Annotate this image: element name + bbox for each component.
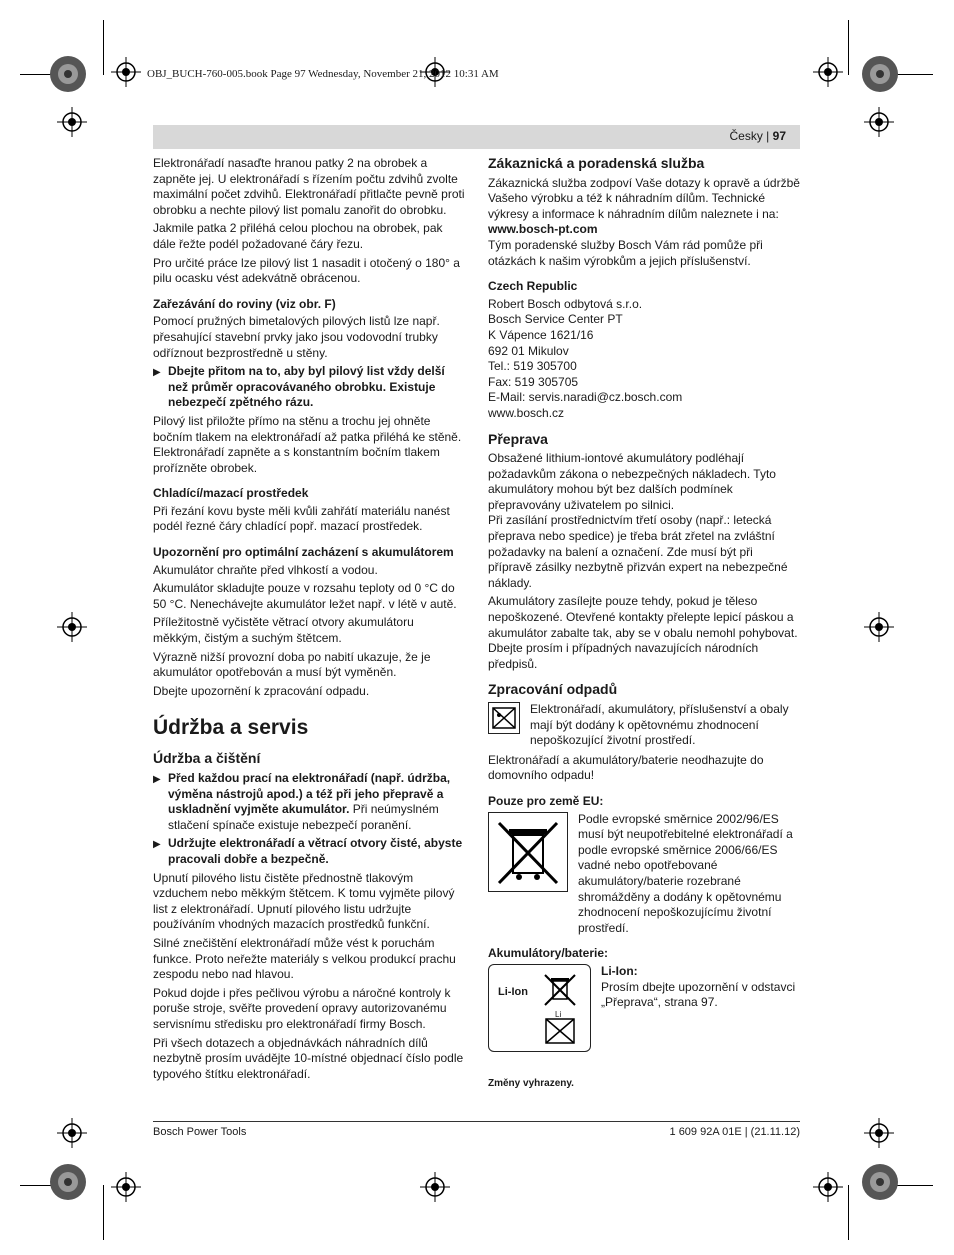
paragraph: Akumulátory zasílejte pouze tehdy, pokud je těleso nepoškozené. Otevřené kontakty přelepte lepicí páskou a akumulátor zabalte tak, aby se v obalu nemohl pohybovat. [488,594,798,640]
changes-note: Změny vyhrazeny. [488,1077,574,1089]
bullet-triangle-icon: ▶ [153,774,161,785]
subsection-heading: Zpracování odpadů [488,681,618,698]
page-number: 97 [772,129,786,143]
crosshair-icon [864,107,894,137]
warning-bullet [153,364,465,411]
header-separator: | [762,129,773,143]
website-link[interactable]: www.bosch-pt.com [488,222,598,237]
bullet-triangle-icon: ▶ [153,839,161,851]
paragraph: Pro určité práce lze pilový list 1 nasadit i otočený o 180° a pilu ocasku vést adekvátně obrácenou. [153,255,460,286]
paragraph: Akumulátor chraňte před vlhkostí a vodou. [153,562,378,577]
paragraph: Elektronářadí nasaďte hranou patky 2 na obrobek a zapněte jej. U elektronářadí s řízením počtu zdvihů zvolte maximální počet zdvihů. Elektronářadí přitlačte pevně proti obrobku a nechte pilový list pomalu zanořit do obrobku. [153,156,465,217]
subsection-heading: Přeprava [488,430,548,447]
crosshair-icon [864,1118,894,1148]
registration-target-icon [858,52,902,96]
address-line: K Vápence 1621/16 [488,327,594,342]
email-link[interactable]: E-Mail: servis.naradi@cz.bosch.com [488,390,683,405]
paragraph: Upnutí pilového listu čistěte přednostně tlakovým vzduchem nebo měkkým štětcem. K tomu vyjměte pilový list z elektronářadí. Upnutí pilového listu udržujte používáním vhodných mazacích prostředků funkční. [153,870,455,932]
subsection-heading: Zákaznická a poradenská služba [488,155,705,171]
address-line: Fax: 519 305705 [488,374,579,389]
battery-text [601,964,800,1052]
paragraph: Pilový list přiložte přímo na stěnu a trochu jej ohněte bočním tlakem na elektronářadí až patka přiléhá ke stěně. Elektronářadí zapněte a s konstantním bočním tlakem prořízněte obrobek. [153,413,462,475]
address-line: 692 01 Mikulov [488,343,569,358]
crosshair-icon [813,1172,843,1202]
paragraph: Podle evropské směrnice 2002/96/ES musí být neupotřebitelné elektronářadí a podle evropské směrnice 2006/66/ES vadné nebo opotřebované akumulátory/baterie rozebrané shromážděny a dodány k opětovnému zhodnocení nepoškozujícímu životní prostředí. [578,811,793,935]
paragraph: Obsažené lithium-iontové akumulátory podléhají požadavkům zákona o nebezpečných nákladech. Tyto akumulátory mohou být bez dalších podmínek přepravovány uživatelem po silnici. [488,451,776,512]
warning-bullet [153,771,465,833]
paragraph: Dbejte upozornění k zpracování odpadu. [153,683,370,698]
registration-target-icon [46,52,90,96]
paragraph: Zákaznická služba zodpoví Vaše dotazy k opravě a údržbě Vašeho výrobku a též k náhradním dílům. Technické výkresy a informace k náhradním dílům naleznete i na: [488,175,800,221]
bullet-text: Udržujte elektronářadí a větrací otvory čisté, abyste pracovali dobře a bezpečně. [168,836,463,866]
bullet-text [168,771,465,833]
address-line: Bosch Service Center PT [488,312,623,327]
footer-doc-number: 1 609 92A 01E | (21.11.12) [669,1126,800,1138]
subsection-heading: Údržba a čištění [153,750,261,767]
address-line: Robert Bosch odbytová s.r.o. [488,296,643,311]
subheading: Zařezávání do roviny (viz obr. F) [153,296,336,311]
crosshair-icon [57,612,87,642]
bullet-bold-text: Před každou prací na elektronářadí (např. údržba, výměna nástrojů apod.) a též při jeho přepravě a uskladnění vyjměte akumulátor. [168,771,451,817]
paragraph: Pokud dojde i přes pečlivou výrobu a náročné kontroly k poruše stroje, svěřte provedení opravy autorizovanému servisnímu středisku pro elektronářadí firmy Bosch. [153,985,451,1031]
li-label: Li [555,1009,562,1019]
crossed-out-bin-small-icon [541,971,579,1007]
registration-target-icon [858,1160,902,1204]
subheading: Chladící/mazací prostředek [153,486,309,501]
paragraph: Elektronářadí a akumulátory/baterie neodhazujte do domovního odpadu! [488,752,764,783]
paragraph: Příležitostně vyčistěte větrací otvory akumulátoru měkkým, čistým a suchým štětcem. [153,615,414,646]
paragraph: Dbejte prosím i případných navazujících národních předpisů. [488,641,759,671]
paragraph: Při zasílání prostřednictvím třetí osoby (např.: letecká přeprava nebo spedice) je třeba brát zřetel na zvláštní požadavky na balení a označení. Zde musí být při přípravě zásilky nezbytně přizván expert na nebezpečné náklady. [488,513,788,590]
registration-target-icon [46,1160,90,1204]
crosshair-icon [864,612,894,642]
battery-row [488,964,800,1052]
bullet-triangle-icon: ▶ [153,367,161,379]
right-column [488,156,800,1092]
paragraph: Při řezání kovu byste měli kvůli zahřátí materiálu nanést podél řezné čáry chladící popř. mazací prostředek. [153,503,450,534]
battery-symbol-box [488,964,591,1052]
address-line: Tel.: 519 305700 [488,359,577,374]
paragraph: Výrazně nižší provozní doba po nabití ukazuje, že je akumulátor opotřebován a musí být vyměněn. [153,649,431,680]
crop-mark [103,20,104,75]
crosshair-icon [57,1118,87,1148]
country-heading: Czech Republic [488,279,578,294]
paragraph: Silné znečištění elektronářadí může vést k poruchám funkce. Proto neřežte materiály s velkou produkcí prachu zespodu nebo nad hlavou. [153,935,456,982]
paragraph: Prosím dbejte upozornění v odstavci „Přeprava“, strana 97. [601,979,796,1010]
crosshair-icon [813,57,843,87]
left-column [153,156,465,1085]
paragraph: Akumulátor skladujte pouze v rozsahu teploty od 0 °C do 50 °C. Nenechávejte akumulátor ležet např. v létě v autě. [153,581,457,611]
warning-bullet [153,836,465,867]
paragraph: Jakmile patka 2 přiléhá celou plochou na obrobek, pak dále řežte podél požadované čáry řezu. [153,221,443,251]
crosshair-icon [111,57,141,87]
page-header [153,125,800,149]
crosshair-icon [57,107,87,137]
bullet-plain-text: Při neúmyslném stlačení spínače existuje nebezpečí poranění. [168,802,439,832]
crop-mark [848,1185,849,1240]
section-heading: Údržba a servis [153,716,309,740]
website-link[interactable]: www.bosch.cz [488,405,565,420]
print-info-line: OBJ_BUCH-760-005.book Page 97 Wednesday, November 21, 2012 10:31 AM [147,68,499,80]
li-ion-heading: Li-Ion: [601,963,638,978]
crop-mark [848,20,849,75]
crosshair-icon [420,1172,450,1202]
paragraph: Při všech dotazech a objednávkách náhradních dílů nezbytně prosím uvádějte 10-místné objednací číslo podle typového štítku elektronářadí. [153,1035,464,1081]
subheading: Upozornění pro optimální zacházení s akumulátorem [153,545,454,560]
paragraph: Elektronářadí, akumulátory, příslušenství a obaly mají být dodány k opětovnému zhodnocení nepoškozující životní prostředí. [530,702,789,748]
header-page-label [730,129,787,143]
li-ion-label: Li-Ion [498,985,528,998]
weee-row [488,812,800,937]
disposal-row [488,702,800,749]
header-language: Česky [729,129,763,143]
crop-mark [103,1185,104,1240]
footer-brand: Bosch Power Tools [153,1126,247,1138]
recycling-battery-icon [544,1017,576,1045]
subheading: Akumulátory/baterie: [488,946,609,961]
crosshair-icon [111,1172,141,1202]
bullet-text: Dbejte přitom na to, aby byl pilový list vždy delší než průměr opracovávaného obrobku. Existuje nebezpečí zpětného rázu. [168,364,445,410]
crossed-out-bin-icon [488,812,568,892]
subheading: Pouze pro země EU: [488,793,604,808]
recycling-tools-icon [488,702,520,734]
paragraph: Tým poradenské služby Bosch Vám rád pomůže při otázkách k našim výrobkům a jejich příslušenství. [488,237,763,268]
footer-rule [153,1121,800,1122]
address-block [488,297,800,422]
paragraph: Pomocí pružných bimetalových pilových listů lze např. přesahující stavební prvky jako jsou vodovodní trubky odříznout bezprostředně u stěny. [153,314,440,360]
